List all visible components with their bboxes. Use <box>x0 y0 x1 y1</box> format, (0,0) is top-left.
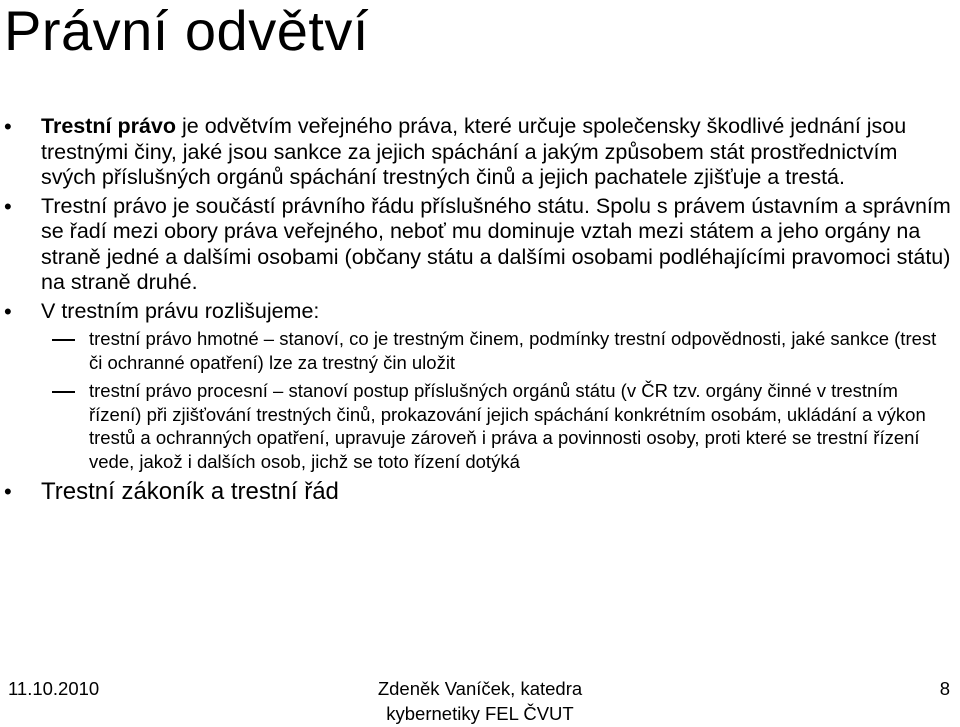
bullet-icon: • <box>4 479 12 504</box>
footer-date: 11.10.2010 <box>8 678 100 699</box>
bullet-bold-term: Trestní právo <box>41 114 177 138</box>
bullet-icon: • <box>4 114 12 139</box>
bullet-text: V trestním právu rozlišujeme: <box>41 298 320 323</box>
footer-author-line2: kybernetiky FEL ČVUT <box>386 703 574 724</box>
bullet-text: Trestní právo je součástí právního řádu příslušného státu. Spolu s právem ústavním a správním se řadí mezi obory práva veřejného, neboť mu dominuje vztah mezi státem a jeho orgány na straně jedné a dalšími osobami (občany státu a dalšími osobami podléhajícími pravomoci státu) na straně druhé. <box>41 193 951 294</box>
sub-bullet-item <box>0 327 960 374</box>
bullet-item <box>0 299 960 325</box>
bullet-text: Trestní zákoník a trestní řád <box>41 478 339 505</box>
bullet-icon: • <box>4 298 12 324</box>
sub-bullet-text: trestní právo procesní – stanoví postup příslušných orgánů státu (v ČR tzv. orgány činné v trestním řízení) při zjišťování trestných činů, prokazování jejich spáchání konkrétním osobám, ukládání a výkon trestů a ochranných opatření, upravuje zároveň i práva a povinnosti osoby, proti které se trestní řízení vede, jakož i dalších osob, jichž se toto řízení dotýká <box>89 380 926 472</box>
bullet-text: je odvětvím veřejného práva, které určuje společensky škodlivé jednání jsou trestnými činy, jaké jsou sankce za jejich spáchání a jakým způsobem stát prostřednictvím svých příslušných orgánů spáchání trestných činů a jejich pachatele zjišťuje a trestá. <box>41 114 907 189</box>
slide-title: Právní odvětví <box>4 0 369 62</box>
footer-page-number: 8 <box>939 678 950 699</box>
dash-icon <box>52 379 75 403</box>
footer-author <box>0 676 960 726</box>
dash-icon <box>52 327 75 351</box>
bullet-item <box>0 114 960 191</box>
footer-author-line1: Zdeněk Vaníček, katedra <box>377 678 583 699</box>
bullet-icon: • <box>4 193 12 219</box>
sub-bullet-text: trestní právo hmotné – stanoví, co je trestným činem, podmínky trestní odpovědnosti, jaké sankce (trest či ochranné opatření) lze za trestný čin uložit <box>89 328 937 373</box>
bullet-item <box>0 194 960 296</box>
sub-bullet-item <box>0 379 960 473</box>
bullet-item <box>0 478 960 506</box>
slide-content <box>0 114 960 509</box>
